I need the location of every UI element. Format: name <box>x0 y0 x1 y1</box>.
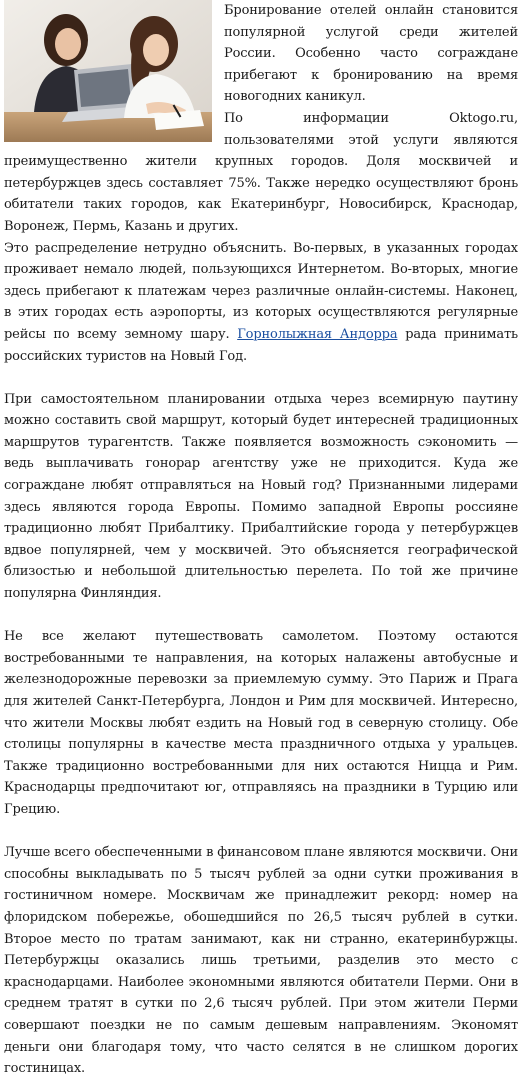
paragraph-1: Бронирование отелей онлайн становится популярной услугой среди жителей России. Особенно часто сограждане прибегают к бронированию на время новогодних каникул. <box>224 3 518 105</box>
paragraph-6: Лучше всего обеспеченными в финансовом плане являются москвичи. Они способны выкладывать по 5 тысяч рублей за одни сутки проживания в гостиничном номере. Москвичам же принадлежит рекорд: номер на флоридском побережье, обошедшийся по 26,5 тысяч рублей в сутки. Второе место по тратам занимают, как ни странно, екатеринбуржцы. Петербуржцы оказались лишь третьими, разделив это место с краснодарцами. Наиболее экономными являются обитатели Перми. Они в среднем тратят в сутки по 2,6 тысяч рублей. При этом жители Перми совершают поездки не по самым дешевым направлениям. Экономят деньги они благодаря тому, что часто селятся в не слишком дорогих гостиницах. <box>4 845 518 1077</box>
paragraph-gap <box>4 367 518 389</box>
paragraph-3 <box>4 238 518 368</box>
paragraph-gap <box>4 821 518 843</box>
photo-two-women-laptop <box>4 0 212 142</box>
paragraph-2: По информации Oktogo.ru, пользователями этой услуги являются преимущественно жители крупных городов. Доля москвичей и петербуржцев здесь составляет 75%. Также нередко осуществляют бронь обитатели таких городов, как Екатеринбург, Новосибирск, Краснодар, Воронеж, Пермь, Казань и других. <box>4 110 518 234</box>
article-photo <box>4 0 212 142</box>
paragraph-5: Не все желают путешествовать самолетом. Поэтому остаются востребованными те направления, на которых налажены автобусные и железнодорожные перевозки за приемлемую сумму. Это Париж и Прага для жителей Санкт-Петербурга, Лондон и Рим для москвичей. Интересно, что жители Москвы любят ездить на Новый год в северную столицу. Обе столицы популярны в качестве места праздничного отдыха у уральцев. Также традиционно востребованными для них остаются Ницца и Рим. Краснодарцы предпочитают юг, отправляясь на праздники в Турцию или Грецию. <box>4 629 518 817</box>
article-body <box>4 0 518 1080</box>
paragraph-4: При самостоятельном планировании отдыха через всемирную паутину можно составить свой маршрут, который будет интересней традиционных маршрутов турагентств. Также появляется возможность сэкономить — ведь выплачивать гонорар агентству уже не приходится. Куда же сограждане любят отправляться на Новый год? Признанными лидерами здесь являются города Европы. Помимо западной Европы россияне традиционно любят Прибалтику. Прибалтийские города у петербуржцев вдвое популярней, чем у москвичей. Это объясняется географической близостью и небольшой длительностью перелета. По той же причине популярна Финляндия. <box>4 391 518 602</box>
paragraph-3-text-end: рада принимать российских туристов на Новый Год. <box>4 326 518 364</box>
paragraph-gap <box>4 605 518 627</box>
paragraph-3-text-start: Это распределение нетрудно объяснить. Во-первых, в указанных городах проживает немало людей, пользующихся Интернетом. Во-вторых, многие здесь прибегают к платежам через различные онлайн-системы. Наконец, в этих городах есть аэропорты, из которых осуществляются регулярные рейсы по всему земному шару. <box>4 240 518 342</box>
andorra-link[interactable]: Горнолыжная Андорра <box>237 326 398 342</box>
